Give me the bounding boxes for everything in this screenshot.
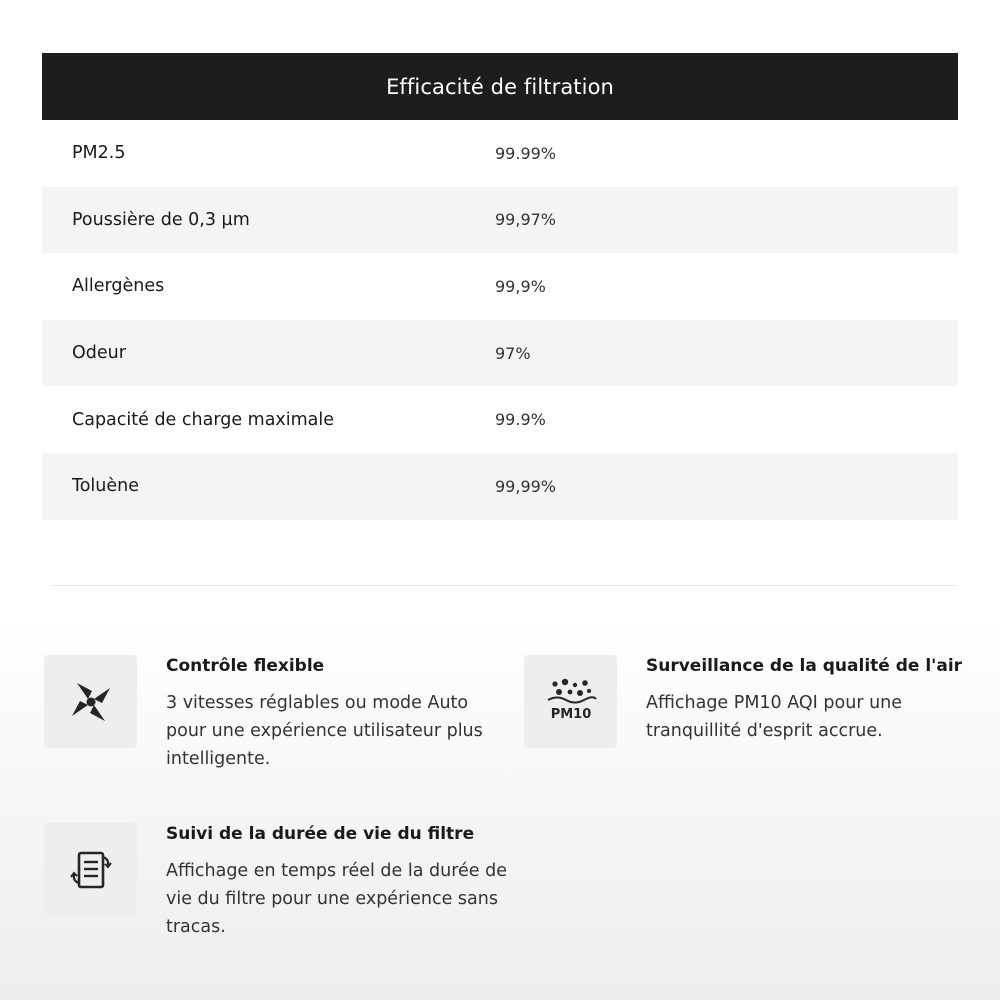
row-name: Odeur <box>72 343 126 364</box>
feature-flexible-control <box>44 655 511 773</box>
filtration-table <box>42 53 958 520</box>
feature-filter-life <box>44 823 511 941</box>
feature-air-quality <box>524 655 966 748</box>
table-row <box>42 187 958 254</box>
pm10-icon <box>524 655 617 748</box>
row-value: 97% <box>495 343 531 363</box>
pm10-icon-label: PM10 <box>550 706 591 722</box>
row-name: Capacité de charge maximale <box>72 409 335 430</box>
table-row <box>42 386 958 453</box>
table-title: Efficacité de filtration <box>386 74 614 99</box>
filter-life-icon <box>44 823 137 916</box>
feature-title: Contrôle flexible <box>166 656 325 676</box>
row-name: Toluène <box>72 476 140 497</box>
feature-description: 3 vitesses réglables ou mode Auto pour une expérience utilisateur plus intelligente. <box>166 693 483 769</box>
table-row <box>42 120 958 187</box>
row-value: 99.99% <box>495 143 557 163</box>
feature-description: Affichage en temps réel de la durée de vie du filtre pour une expérience sans tracas. <box>166 861 507 937</box>
table-row <box>42 253 958 320</box>
row-value: 99,97% <box>495 210 557 230</box>
row-name: Poussière de 0,3 µm <box>72 209 250 230</box>
table-row <box>42 320 958 387</box>
row-value: 99,9% <box>495 276 546 296</box>
row-value: 99.9% <box>495 410 546 430</box>
feature-title: Suivi de la durée de vie du filtre <box>166 824 475 844</box>
table-row <box>42 453 958 520</box>
row-name: Allergènes <box>72 276 165 297</box>
section-divider <box>52 585 956 586</box>
row-value: 99,99% <box>495 476 557 496</box>
feature-description: Affichage PM10 AQI pour une tranquillité d'esprit accrue. <box>646 693 903 741</box>
table-header <box>42 53 958 120</box>
feature-title: Surveillance de la qualité de l'air <box>646 656 963 676</box>
row-name: PM2.5 <box>72 143 126 164</box>
fan-icon <box>44 655 137 748</box>
